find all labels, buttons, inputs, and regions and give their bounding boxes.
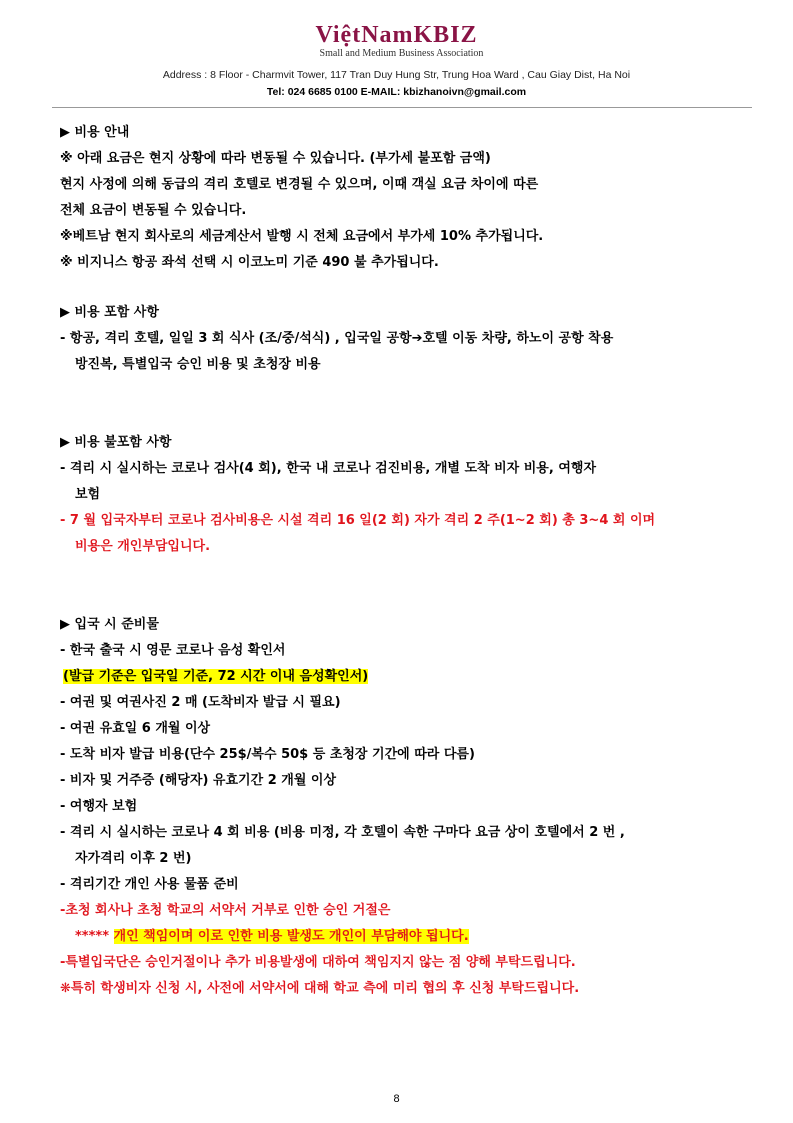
- letterhead: [0, 22, 793, 98]
- excluded-warning: 비용은 개인부담입니다.: [75, 539, 211, 554]
- excluded-line: - 격리 시 실시하는 코로나 검사(4 회), 한국 내 코로나 검진비용, 개별 도착 비자 비용, 여행자: [60, 461, 596, 476]
- company-address: Address : 8 Floor - Charmvit Tower, 117 Tran Duy Hung Str, Trung Hoa Ward , Cau Giay Dist, Ha Noi: [162, 69, 631, 81]
- highlighted-note: (발급 기준은 입국일 기준, 72 시간 이내 음성확인서): [63, 669, 369, 684]
- section-title-preparations: ▶ 입국 시 준비물: [60, 617, 159, 632]
- highlighted-warning: 개인 책임이며 이로 인한 비용 발생도 개인이 부담해야 됩니다.: [113, 929, 469, 944]
- included-line: - 항공, 격리 호텔, 일일 3 회 식사 (조/중/석식) , 입국일 공항➔호텔 이동 차량, 하노이 공항 착용: [60, 331, 614, 346]
- prep-item: - 한국 출국 시 영문 코로나 음성 확인서: [60, 643, 286, 658]
- prep-item: - 격리 시 실시하는 코로나 4 회 비용 (비용 미정, 각 호텔이 속한 구마다 요금 상이 호텔에서 2 번 ,: [60, 825, 625, 840]
- page-number: 8: [393, 1093, 400, 1105]
- section-title-excluded: ▶ 비용 불포함 사항: [60, 435, 172, 450]
- warning-stars: *****: [75, 929, 114, 944]
- cost-info-line: ※ 비지니스 항공 좌석 선택 시 이코노미 기준 490 불 추가됩니다.: [60, 255, 439, 270]
- cost-info-line: ※ 아래 요금은 현지 상황에 따라 변동될 수 있습니다. (부가세 불포함 금액): [60, 151, 491, 166]
- prep-item: - 격리기간 개인 사용 물품 준비: [60, 877, 239, 892]
- warning-line: -초청 회사나 초청 학교의 서약서 거부로 인한 승인 거절은: [60, 903, 391, 918]
- prep-item: - 도착 비자 발급 비용(단수 25$/복수 50$ 등 초청장 기간에 따라 다름): [60, 747, 475, 762]
- company-contact: Tel: 024 6685 0100 E-MAIL: kbizhanoivn@gmail.com: [266, 86, 527, 98]
- included-line: 방진복, 특별입국 승인 비용 및 초청장 비용: [75, 357, 321, 372]
- cost-info-line: 현지 사정에 의해 동급의 격리 호텔로 변경될 수 있으며, 이때 객실 요금 차이에 따른: [60, 177, 539, 192]
- excluded-line: 보험: [75, 487, 101, 502]
- brand-name: ViệtNamKBIZ: [315, 22, 478, 48]
- prep-item: - 여행자 보험: [60, 799, 138, 814]
- cost-info-line: ※베트남 현지 회사로의 세금계산서 발행 시 전체 요금에서 부가세 10% 추가됩니다.: [60, 229, 544, 244]
- prep-item: - 비자 및 거주증 (해당자) 유효기간 2 개월 이상: [60, 773, 337, 788]
- warning-line: -특별입국단은 승인거절이나 추가 비용발생에 대하여 책임지지 않는 점 양해 부탁드립니다.: [60, 955, 576, 970]
- document-body: [60, 120, 750, 1002]
- warning-line: ❋특히 학생비자 신청 시, 사전에 서약서에 대해 학교 측에 미리 협의 후 신청 부탁드립니다.: [60, 981, 580, 996]
- section-title-included: ▶ 비용 포함 사항: [60, 305, 159, 320]
- header-divider: [52, 107, 752, 108]
- excluded-warning: - 7 월 입국자부터 코로나 검사비용은 시설 격리 16 일(2 회) 자가 격리 2 주(1~2 회) 총 3~4 회 이며: [60, 513, 656, 528]
- warning-line: [60, 924, 750, 950]
- brand-tagline: Small and Medium Business Association: [319, 48, 484, 59]
- section-title-cost-info: ▶ 비용 안내: [60, 125, 130, 140]
- cost-info-line: 전체 요금이 변동될 수 있습니다.: [60, 203, 247, 218]
- prep-item: - 여권 및 여권사진 2 매 (도착비자 발급 시 필요): [60, 695, 341, 710]
- prep-item: 자가격리 이후 2 번): [75, 851, 192, 866]
- prep-item: - 여권 유효일 6 개월 이상: [60, 721, 211, 736]
- prep-item-note: [60, 664, 750, 690]
